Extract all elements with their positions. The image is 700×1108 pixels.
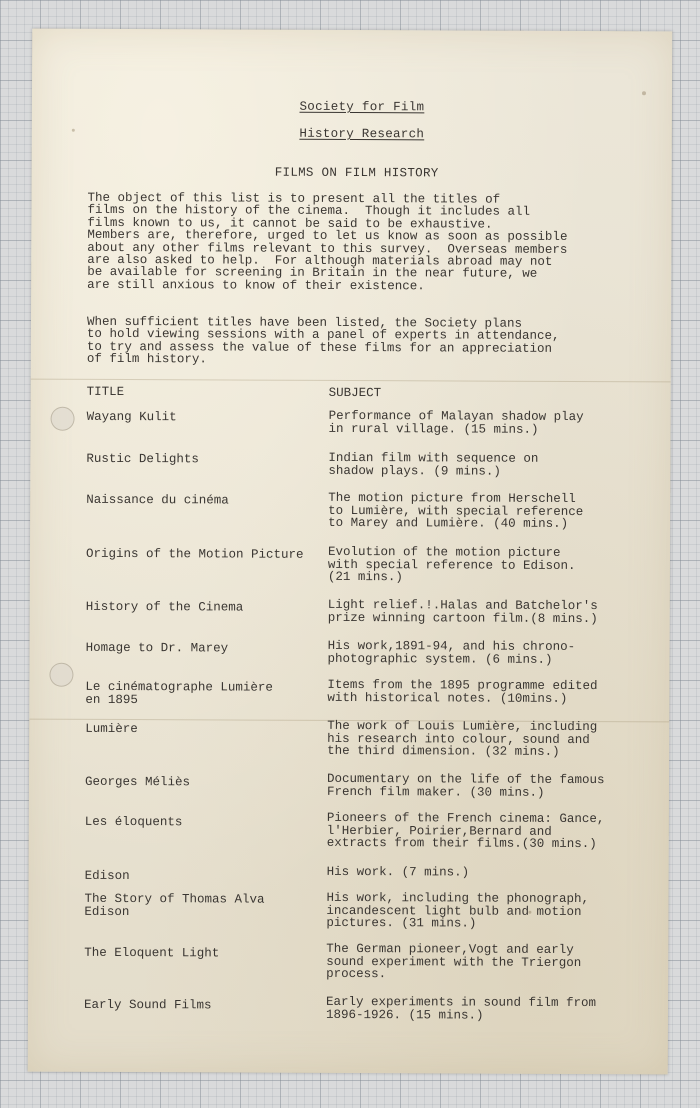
- list-title: FILMS ON FILM HISTORY: [274, 165, 439, 181]
- film-subject: His work, including the phonograph, incandescent light bulb and motion pictures. (31 mins.): [326, 890, 590, 931]
- film-subject: The motion picture from Herschell to Lumière, with special reference to Marey and Lumière. (40 mins.): [328, 490, 584, 532]
- punch-hole: [49, 663, 73, 687]
- film-subject: Documentary on the life of the famous French film maker. (30 mins.): [326, 771, 605, 800]
- film-subject: Pioneers of the French cinema: Gance, l'Herbier, Poirier,Bernard and extracts from their films.(30 mins.): [326, 810, 605, 852]
- paper-fold-line: [31, 379, 671, 383]
- film-subject: The work of Louis Lumière, including his research into colour, sound and the third dimension. (32 mins.): [327, 718, 598, 760]
- film-title: Lumière: [85, 721, 138, 737]
- film-title: Naissance du cinéma: [86, 492, 229, 508]
- paper-stain: [642, 91, 646, 95]
- film-title: Homage to Dr. Marey: [85, 640, 229, 656]
- film-subject: Performance of Malayan shadow play in rural village. (15 mins.): [328, 408, 584, 437]
- film-subject: Evolution of the motion picture with special reference to Edison. (21 mins.): [327, 544, 576, 585]
- film-subject: Indian film with sequence on shadow plays. (9 mins.): [328, 450, 539, 479]
- column-header-subject: SUBJECT: [328, 385, 382, 401]
- film-title: Edison: [84, 868, 130, 884]
- column-header-title: TITLE: [86, 384, 125, 400]
- film-title: Wayang Kulit: [86, 409, 177, 425]
- typed-document-sheet: [28, 29, 673, 1075]
- film-subject: His work. (7 mins.): [326, 864, 470, 880]
- second-paragraph: When sufficient titles have been listed, the Society plans to hold viewing sessions with a panel of experts in attendance, to try and assess the value of these films for an appreciation of film history.: [86, 314, 560, 367]
- film-title: Rustic Delights: [86, 451, 199, 467]
- film-title: History of the Cinema: [85, 599, 244, 615]
- film-subject: Light relief.!.Halas and Batchelor's prize winning cartoon film.(8 mins.): [327, 597, 598, 626]
- film-subject: His work,1891-94, and his chrono- photographic system. (6 mins.): [327, 638, 576, 667]
- society-name-line-2: History Research: [299, 126, 425, 142]
- film-title: The Story of Thomas Alva Edison: [84, 891, 265, 919]
- film-title: Origins of the Motion Picture: [85, 546, 304, 562]
- film-title: Early Sound Films: [83, 997, 212, 1013]
- film-title: Les éloquents: [84, 814, 183, 830]
- punch-hole: [51, 407, 75, 431]
- film-subject: Items from the 1895 programme edited with historical notes. (10mins.): [327, 677, 598, 706]
- film-title: Georges Méliès: [84, 774, 191, 790]
- film-subject: The German pioneer,Vogt and early sound experiment with the Triergon process.: [326, 941, 582, 982]
- film-subject: Early experiments in sound film from 1896-1926. (15 mins.): [325, 994, 597, 1023]
- intro-paragraph: The object of this list is to present all the titles of films on the history of the cinema. Though it includes all films known to us, it cannot be said to be exhaustive. Members are, therefore, urged to let us know as soon as possible about any other films relevant to this survey. Overseas members are also asked to help. For although materials abroad may not be available for screening in Britain in the near future, we are still anxious to know of their existence.: [87, 190, 568, 294]
- society-name-line-1: Society for Film: [299, 99, 425, 115]
- film-title: Le cinématographe Lumière en 1895: [85, 679, 273, 707]
- film-title: The Eloquent Light: [84, 945, 220, 961]
